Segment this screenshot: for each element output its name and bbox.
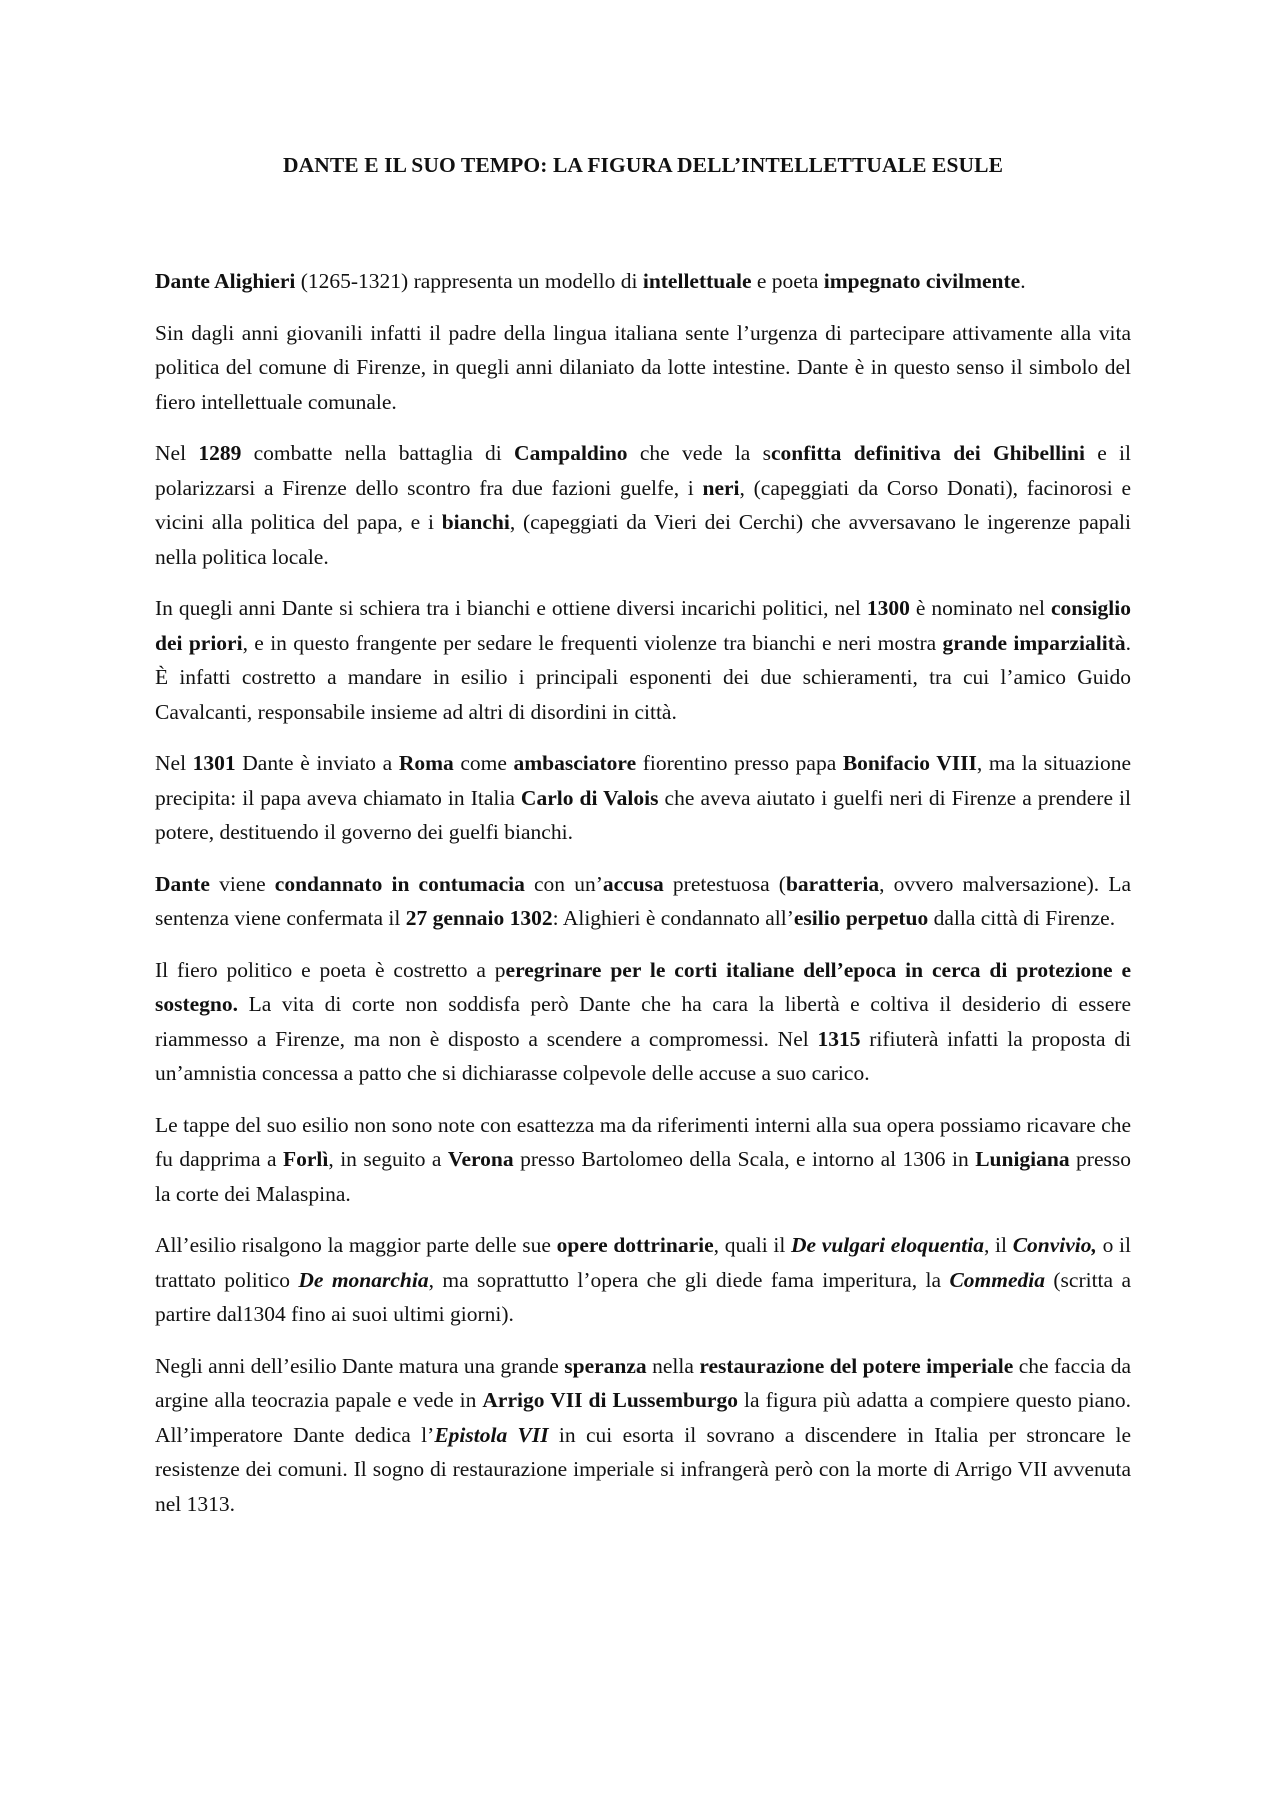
bold-italic-text: De vulgari eloquentia xyxy=(791,1233,984,1257)
bold-text: ambasciatore xyxy=(513,751,637,775)
bold-text: Dante xyxy=(155,871,210,896)
text-run: Il fiero politico e poeta è costretto a p xyxy=(155,957,506,982)
paragraph xyxy=(155,1228,1131,1332)
bold-text: Forlì xyxy=(283,1147,329,1171)
text-run: in cui esorta il sovrano a discendere in Italia per stroncare le resistenze dei comuni. Il sogno di restaurazione imperiale si infrangerà però con la morte di Arrigo VII avvenuta nel 1313. xyxy=(155,1422,1131,1516)
bold-text: 1289 xyxy=(198,441,242,465)
bold-text: restaurazione del potere imperiale xyxy=(699,1353,1014,1378)
bold-text: Campaldino xyxy=(514,441,628,465)
bold-text: Dante Alighieri xyxy=(155,269,296,293)
paragraph xyxy=(155,953,1131,1091)
bold-text: 1300 xyxy=(866,596,910,620)
text-run: fiorentino presso papa xyxy=(636,751,843,775)
bold-text: opere dottrinarie xyxy=(556,1233,714,1257)
text-run: pretestuosa ( xyxy=(663,871,786,896)
text-run: e poeta xyxy=(751,269,824,293)
text-run: Dante è inviato a xyxy=(235,751,399,775)
text-run: , il xyxy=(983,1233,1013,1257)
bold-text: confitta definitiva dei Ghibellini xyxy=(770,441,1085,465)
text-run: rifiuterà infatti la proposta di un’amnistia concessa a patto che si dichiarasse colpevole delle accuse a suo carico. xyxy=(155,1026,1131,1085)
bold-text: 1301 xyxy=(192,751,236,775)
document-title: DANTE E IL SUO TEMPO: LA FIGURA DELL’INTELLETTUALE ESULE xyxy=(282,153,1004,177)
paragraph xyxy=(155,746,1131,850)
text-run: Le tappe del suo esilio non sono note con esattezza ma da riferimenti interni alla sua opera possiamo ricavare che fu dapprima a xyxy=(155,1112,1131,1171)
text-run: : Alighieri è condannato all’ xyxy=(552,906,794,930)
text-run: Nel xyxy=(155,751,193,775)
bold-italic-text: Convivio, xyxy=(1012,1233,1097,1257)
text-run: , e in questo frangente per sedare le frequenti violenze tra bianchi e neri mostra xyxy=(242,630,943,655)
text-run: All’esilio risalgono la maggior parte delle sue xyxy=(155,1233,557,1257)
text-run: che faccia da argine alla teocrazia papale e vede in xyxy=(155,1353,1131,1412)
text-run: , (capeggiati da Vieri dei Cerchi) che avversavano le ingerenze papali nella politica locale. xyxy=(155,510,1131,569)
paragraph xyxy=(155,591,1131,729)
text-run: , in seguito a xyxy=(328,1147,448,1171)
paragraph xyxy=(155,264,1131,299)
bold-text: neri xyxy=(702,475,740,500)
bold-italic-text: Commedia xyxy=(949,1267,1045,1292)
bold-text: eregrinare per le corti italiane dell’epoca in cerca di protezione e sostegno. xyxy=(155,957,1132,1016)
bold-text: esilio perpetuo xyxy=(793,906,929,930)
text-run: dalla città di Firenze. xyxy=(928,906,1116,930)
paragraph xyxy=(155,316,1131,420)
text-run: la figura più adatta a compiere questo piano. All’imperatore Dante dedica l’ xyxy=(155,1388,1132,1447)
text-run: , ovvero malversazione). La sentenza viene confermata il xyxy=(155,871,1132,930)
bold-text: speranza xyxy=(564,1353,647,1378)
bold-text: bianchi xyxy=(441,510,510,534)
text-run: , ma soprattutto l’opera che gli diede fama imperitura, la xyxy=(428,1267,950,1292)
text-run: Negli anni dell’esilio Dante matura una grande xyxy=(155,1353,565,1378)
text-run: , quali il xyxy=(713,1233,792,1257)
text-run: La vita di corte non soddisfa però Dante che ha cara la libertà e coltiva il desiderio di essere riammesso a Firenze, ma non è disposto a scendere a compromessi. Nel xyxy=(155,992,1131,1051)
text-run: che vede la s xyxy=(627,441,771,465)
bold-text: Verona xyxy=(447,1147,514,1171)
text-run: con un’ xyxy=(524,871,603,896)
text-run: e il polarizzarsi a Firenze dello scontro fra due fazioni guelfe, i xyxy=(155,441,1131,500)
text-run: nella xyxy=(646,1353,700,1378)
paragraph xyxy=(155,1108,1131,1212)
paragraph xyxy=(155,436,1131,574)
bold-text: Carlo di Valois xyxy=(520,785,659,810)
document-page xyxy=(155,150,1131,1538)
paragraph xyxy=(155,1349,1131,1522)
bold-text: 1315 xyxy=(817,1026,861,1051)
text-run: , ma la situazione precipita: il papa aveva chiamato in Italia xyxy=(155,751,1132,810)
text-run: è nominato nel xyxy=(909,596,1051,620)
text-run: viene xyxy=(209,871,275,896)
bold-text: baratteria xyxy=(785,871,880,896)
text-run: presso la corte dei Malaspina. xyxy=(155,1147,1131,1206)
bold-text: Roma xyxy=(398,751,454,775)
bold-text: Bonifacio VIII xyxy=(842,751,977,775)
text-run: Nel xyxy=(155,441,199,465)
document-body xyxy=(155,264,1131,1521)
bold-text: grande imparzialità xyxy=(942,630,1126,655)
bold-text: consiglio dei priori xyxy=(155,596,1131,655)
text-run: combatte nella battaglia di xyxy=(241,441,515,465)
bold-italic-text: Epistola VII xyxy=(434,1422,549,1447)
bold-italic-text: De monarchia xyxy=(298,1267,429,1292)
text-run: In quegli anni Dante si schiera tra i bianchi e ottiene diversi incarichi politici, nel xyxy=(155,596,867,620)
bold-text: Lunigiana xyxy=(975,1147,1070,1171)
text-run: . xyxy=(1020,269,1026,293)
bold-text: condannato in contumacia xyxy=(274,871,525,896)
text-run: , (capeggiati da Corso Donati), facinorosi e vicini alla politica del papa, e i xyxy=(155,475,1131,534)
text-run: o il trattato politico xyxy=(155,1233,1132,1292)
text-run: che aveva aiutato i guelfi neri di Firenze a prendere il potere, destituendo il governo dei guelfi bianchi. xyxy=(155,785,1132,844)
text-run: (scritta a partire dal1304 fino ai suoi ultimi giorni). xyxy=(155,1267,1132,1326)
bold-text: intellettuale xyxy=(642,269,752,293)
text-run: . È infatti costretto a mandare in esilio i principali esponenti dei due schieramenti, tra cui l’amico Guido Cavalcanti, responsabile insieme ad altri di disordini in città. xyxy=(155,630,1132,724)
bold-text: accusa xyxy=(602,871,664,896)
paragraph xyxy=(155,867,1131,936)
text-run: presso Bartolomeo della Scala, e intorno al 1306 in xyxy=(513,1147,976,1171)
bold-text: Arrigo VII di Lussemburgo xyxy=(482,1388,738,1412)
text-run: Sin dagli anni giovanili infatti il padre della lingua italiana sente l’urgenza di partecipare attivamente alla vita politica del comune di Firenze, in quegli anni dilaniato da lotte intestine. Dante è in questo senso il simbolo del fiero intellettuale comunale. xyxy=(155,320,1131,414)
text-run: (1265-1321) rappresenta un modello di xyxy=(295,269,643,293)
bold-text: 27 gennaio 1302 xyxy=(405,906,553,930)
bold-text: impegnato civilmente xyxy=(823,269,1021,293)
text-run: come xyxy=(453,751,514,775)
